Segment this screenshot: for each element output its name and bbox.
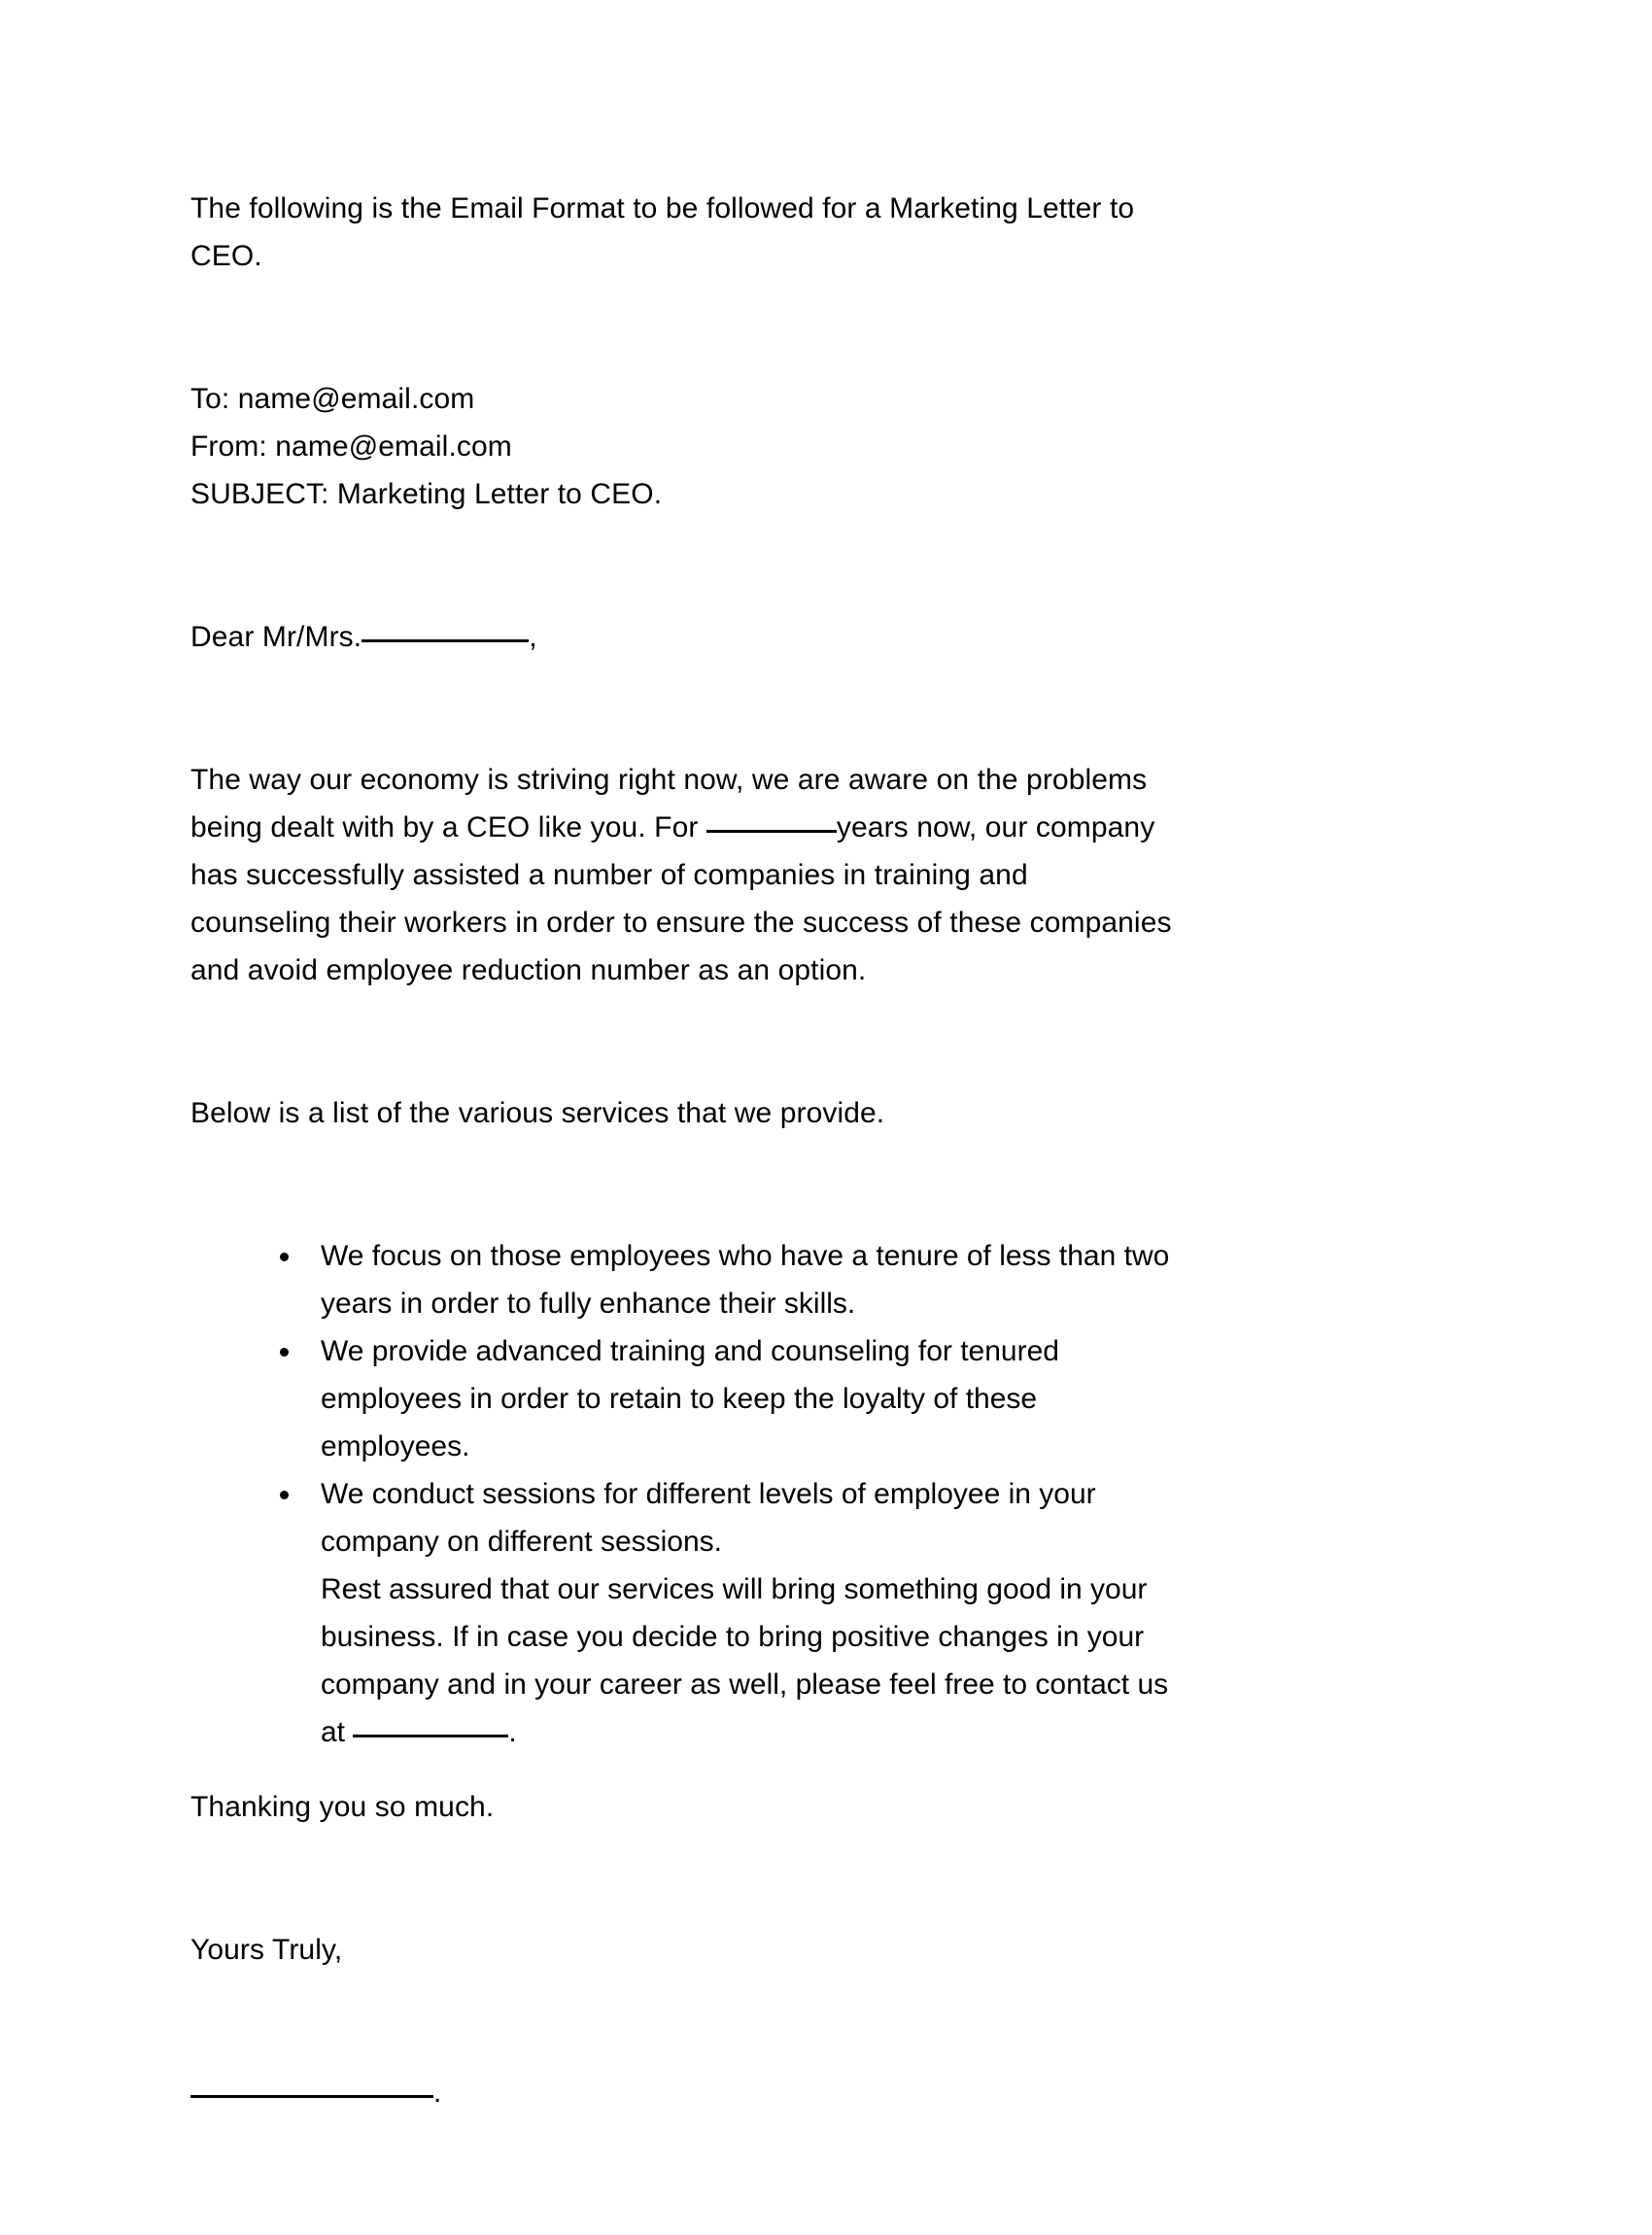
list-item	[190, 1232, 1473, 1327]
signature-line	[190, 2069, 1473, 2116]
email-to-line: To: name@email.com	[190, 383, 475, 415]
closing-line-4-pre: at	[321, 1716, 354, 1748]
recipient-name-blank	[361, 639, 529, 642]
body-p1-line-1: The way our economy is striving right now, we are aware on the problems	[190, 764, 1148, 796]
service-2-line-2: employees in order to retain to keep the loyalty of these	[321, 1383, 1038, 1415]
signature-blank	[190, 2095, 433, 2098]
body-p1-line-2-pre: being dealt with by a CEO like you. For	[190, 811, 706, 843]
bullet-icon	[280, 1491, 289, 1499]
body-p1-line-2-post: years now, our company	[836, 811, 1155, 843]
email-from-line: From: name@email.com	[190, 430, 512, 463]
intro-line-1: The following is the Email Format to be followed for a Marketing Letter to	[190, 192, 1135, 224]
spacer	[190, 1974, 1473, 2069]
bullet-icon	[280, 1348, 289, 1357]
intro-line-2: CEO.	[190, 240, 262, 272]
bullet-icon	[280, 1253, 289, 1261]
closing-salutation: Yours Truly,	[190, 1934, 343, 1966]
letter-body	[190, 185, 1473, 2116]
services-intro-line: Below is a list of the various services that we provide.	[190, 1097, 885, 1129]
spacer	[190, 1756, 1473, 1783]
salutation-suffix: ,	[529, 621, 537, 653]
thanks-line: Thanking you so much.	[190, 1791, 495, 1823]
body-p1-line-4: counseling their workers in order to ensure the success of these companies	[190, 907, 1172, 939]
contact-blank	[353, 1735, 508, 1737]
email-subject-line: SUBJECT: Marketing Letter to CEO.	[190, 478, 663, 510]
service-3-line-2: company on different sessions.	[321, 1526, 723, 1558]
closing-paragraph	[190, 1565, 1473, 1756]
body-p1-line-5: and avoid employee reduction number as an option.	[190, 954, 867, 986]
intro-paragraph	[190, 185, 1473, 280]
email-header-block	[190, 375, 1473, 518]
closing-line-1: Rest assured that our services will bring something good in your	[321, 1573, 1148, 1605]
spacer	[190, 1137, 1473, 1232]
spacer	[190, 280, 1473, 375]
closing-line-2: business. If in case you decide to bring positive changes in your	[321, 1621, 1145, 1653]
service-1-line-1: We focus on those employees who have a tenure of less than two	[321, 1240, 1170, 1272]
spacer	[190, 661, 1473, 756]
body-p1-line-3: has successfully assisted a number of companies in training and	[190, 859, 1028, 891]
service-2-line-3: employees.	[321, 1430, 470, 1462]
salutation-prefix: Dear Mr/Mrs.	[190, 621, 362, 653]
service-3-line-1: We conduct sessions for different levels of employee in your	[321, 1478, 1096, 1510]
service-1-line-2: years in order to fully enhance their skills.	[321, 1288, 856, 1320]
body-paragraph-1	[190, 756, 1473, 994]
signature-suffix: .	[433, 2077, 442, 2109]
service-2-line-1: We provide advanced training and counseling for tenured	[321, 1335, 1059, 1367]
salutation-line	[190, 613, 1473, 661]
list-item	[190, 1470, 1473, 1565]
spacer	[190, 994, 1473, 1089]
years-blank	[706, 830, 837, 833]
closing-line-4-post: .	[508, 1716, 517, 1748]
spacer	[190, 1831, 1473, 1926]
spacer	[190, 518, 1473, 613]
list-item	[190, 1327, 1473, 1470]
closing-line-3: company and in your career as well, please feel free to contact us	[321, 1668, 1169, 1701]
services-list	[190, 1232, 1473, 1565]
